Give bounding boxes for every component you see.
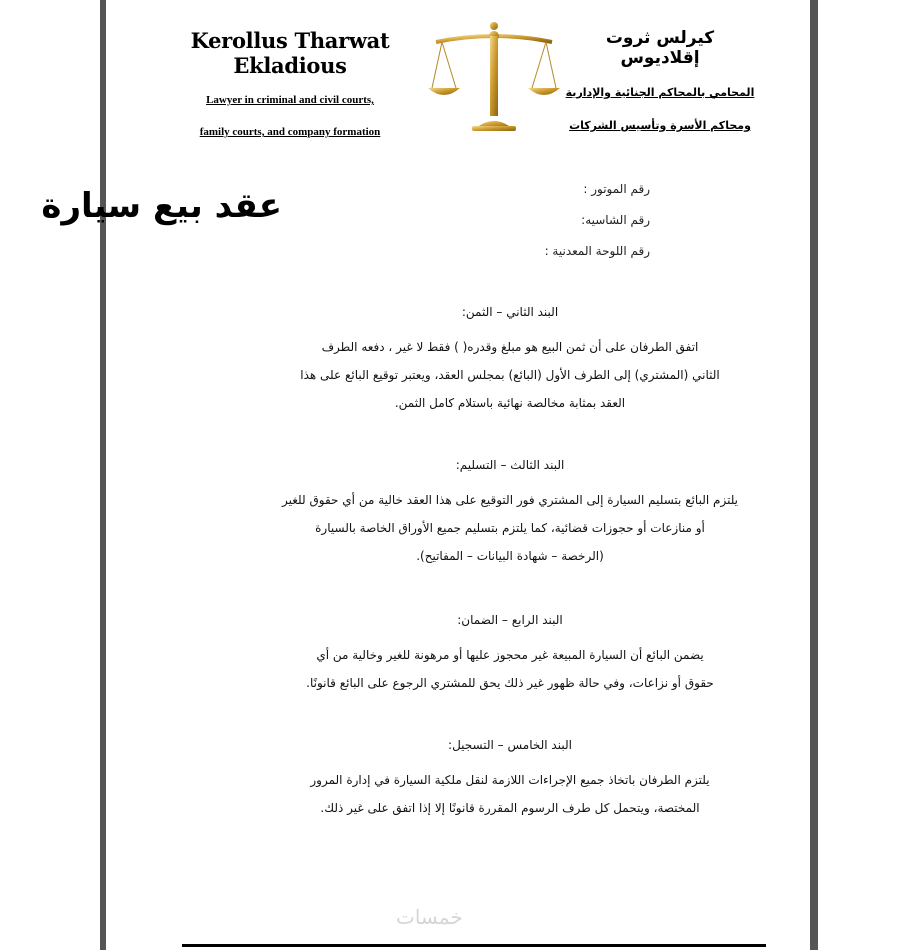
lawyer-title-ar-line1: المحامي بالمحاكم الجنائية والإدارية: [565, 86, 755, 99]
clause-line: حقوق أو نزاعات، وفي حالة ظهور غير ذلك يحق للمشتري الرجوع على البائع قانونًا.: [306, 676, 714, 690]
lawyer-title-en-line1: Lawyer in criminal and civil courts,: [206, 94, 374, 106]
clause-line: يلتزم الطرفان باتخاذ جميع الإجراءات اللازمة لنقل ملكية السيارة في إدارة المرور: [310, 773, 710, 787]
clause-registration: [240, 738, 780, 822]
clause-heading: البند الثاني – الثمن:: [461, 305, 559, 319]
clause-price: [240, 305, 780, 417]
engine-number-field: رقم الموتور :: [583, 182, 650, 196]
lawyer-title-en-line2: family courts, and company formation: [199, 126, 381, 138]
scales-of-justice-icon: [428, 20, 560, 135]
clause-line: المختصة، ويتحمل كل طرف الرسوم المقررة قانونًا إلا إذا اتفق على غير ذلك.: [320, 801, 700, 815]
clause-line: أو منازعات أو حجوزات قضائية، كما يلتزم بتسليم جميع الأوراق الخاصة بالسيارة: [315, 521, 705, 535]
clause-delivery: [240, 458, 780, 570]
clause-body: [240, 486, 780, 570]
clause-line: العقد بمثابة مخالصة نهائية باستلام كامل الثمن.: [394, 396, 626, 410]
lawyer-title-ar-line2: ومحاكم الأسرة وتأسيس الشركات: [569, 119, 751, 132]
plate-number-field: رقم اللوحة المعدنية :: [544, 244, 650, 258]
page-right-border: [810, 0, 818, 950]
car-details: [470, 180, 650, 273]
clause-line: يلتزم البائع بتسليم السيارة إلى المشتري فور التوقيع على هذا العقد خالية من أي حقوق للغير: [281, 493, 739, 507]
watermark: خمسات: [396, 905, 463, 929]
clause-body: [240, 333, 780, 417]
clause-heading: البند الثالث – التسليم:: [455, 458, 565, 472]
lawyer-name-ar: كيرلس ثروت إقلاديوس: [605, 28, 715, 68]
clause-line: (الرخصة – شهادة البيانات – المفاتيح).: [416, 549, 604, 563]
clause-body: [240, 641, 780, 697]
clause-line: الثاني (المشتري) إلى الطرف الأول (البائع) بمجلس العقد، ويعتبر توقيع البائع على هذا: [300, 368, 720, 382]
chassis-number-field: رقم الشاسيه:: [581, 213, 650, 227]
clause-guarantee: [240, 613, 780, 697]
clause-line: اتفق الطرفان على أن ثمن البيع هو مبلغ وقدره( ) فقط لا غير ، دفعه الطرف: [321, 340, 699, 354]
contract-title: عقد بيع سيارة: [41, 186, 282, 226]
header-english: [150, 28, 430, 138]
clause-line: يضمن البائع أن السيارة المبيعة غير محجوز عليها أو مرهونة للغير وخالية من أي: [316, 648, 704, 662]
clause-heading: البند الرابع – الضمان:: [457, 613, 563, 627]
clause-body: [240, 766, 780, 822]
footer-rule: [182, 944, 766, 947]
clause-heading: البند الخامس – التسجيل:: [448, 738, 572, 752]
header-arabic: [565, 28, 755, 132]
lawyer-name-en: Kerollus Tharwat Ekladious: [190, 28, 390, 78]
